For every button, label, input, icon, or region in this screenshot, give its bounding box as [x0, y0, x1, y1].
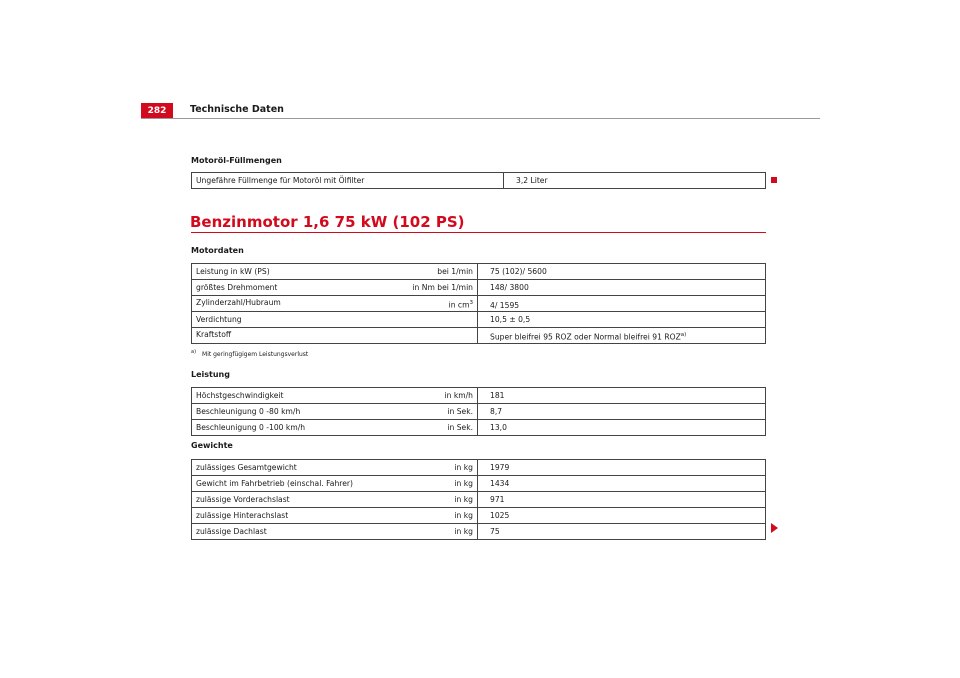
continue-arrow-icon: [771, 523, 778, 533]
spec-unit: in Sek.: [392, 420, 478, 436]
oil-table: [191, 172, 766, 189]
spec-name: Höchstgeschwindigkeit: [196, 391, 284, 400]
spec-value: 10,5 ± 0,5: [478, 312, 766, 328]
spec-name: Zylinderzahl/Hubraum: [192, 296, 392, 312]
table-row: [192, 388, 766, 404]
spec-name: zulässiges Gesamtgewicht: [196, 463, 297, 472]
section-title: Benzinmotor 1,6 75 kW (102 PS): [190, 213, 465, 231]
spec-unit: in kg: [392, 492, 478, 508]
leistung-table: [191, 387, 766, 436]
table-row: [192, 312, 766, 328]
spec-value: 148/ 3800: [478, 280, 766, 296]
table-row: [192, 296, 766, 312]
footnote-text: Mit geringfügigem Leistungsverlust: [202, 351, 309, 358]
spec-name: zulässige Hinterachslast: [192, 508, 392, 524]
gewichte-table: [191, 459, 766, 540]
spec-name: Kraftstoff: [192, 328, 392, 344]
spec-name: zulässige Vorderachslast: [192, 492, 392, 508]
spec-name: Verdichtung: [192, 312, 392, 328]
table-row: [192, 476, 766, 492]
footnote: [191, 349, 308, 358]
table-row: [192, 420, 766, 436]
motordaten-table: [191, 263, 766, 344]
page-number: 282: [141, 103, 173, 119]
page-header-title: Technische Daten: [190, 104, 284, 115]
table-row: [192, 460, 766, 476]
table-row: [192, 492, 766, 508]
table-row: [192, 508, 766, 524]
spec-value-text: Super bleifrei 95 ROZ oder Normal bleifrei 91 ROZ: [490, 333, 681, 342]
spec-name: Gewicht im Fahrbetrieb (einschal. Fahrer): [192, 476, 392, 492]
table-row: [192, 328, 766, 344]
spec-value: 4/ 1595: [478, 296, 766, 312]
footnote-mark: a): [191, 349, 197, 355]
spec-unit: in Sek.: [392, 404, 478, 420]
spec-name: größtes Drehmoment: [192, 280, 392, 296]
spec-unit-superscript: 3: [469, 300, 473, 307]
spec-name: zulässige Dachlast: [192, 524, 392, 540]
spec-unit: in kg: [392, 508, 478, 524]
spec-name: Leistung in kW (PS): [196, 267, 270, 276]
spec-value: 75: [478, 524, 766, 540]
section-title-divider: [191, 232, 766, 233]
spec-unit: in km/h: [392, 388, 478, 404]
spec-unit-text: in cm: [448, 301, 470, 310]
spec-value: 1979: [490, 463, 510, 472]
spec-value: 1434: [478, 476, 766, 492]
spec-name: Beschleunigung 0 -100 km/h: [192, 420, 392, 436]
spec-value: 971: [478, 492, 766, 508]
spec-value: 181: [490, 391, 505, 400]
table-row: [192, 280, 766, 296]
spec-value: [478, 328, 766, 344]
spec-unit: bei 1/min: [392, 264, 478, 280]
spec-unit: [392, 328, 478, 344]
table-row: [192, 173, 766, 189]
spec-name: Ungefähre Füllmenge für Motoröl mit Ölfilter: [192, 173, 504, 189]
spec-value: 75 (102)/ 5600: [490, 267, 547, 276]
table-row: [192, 524, 766, 540]
section-end-marker: [771, 177, 777, 183]
spec-value: 3,2 Liter: [516, 176, 548, 185]
footnote-reference: a): [680, 332, 687, 339]
spec-unit: [392, 312, 478, 328]
leistung-label: Leistung: [191, 370, 230, 379]
spec-unit: in kg: [392, 476, 478, 492]
oil-section-label: Motoröl-Füllmengen: [191, 156, 282, 165]
spec-unit: in kg: [392, 460, 478, 476]
spec-name: Beschleunigung 0 -80 km/h: [192, 404, 392, 420]
table-row: [192, 404, 766, 420]
spec-unit: in Nm bei 1/min: [392, 280, 478, 296]
spec-value: 13,0: [478, 420, 766, 436]
spec-unit: in kg: [392, 524, 478, 540]
header-divider: [141, 118, 820, 119]
spec-value: 1025: [478, 508, 766, 524]
motordaten-label: Motordaten: [191, 246, 244, 255]
spec-value: 8,7: [478, 404, 766, 420]
spec-unit: [392, 296, 478, 312]
gewichte-label: Gewichte: [191, 441, 233, 450]
table-row: [192, 264, 766, 280]
